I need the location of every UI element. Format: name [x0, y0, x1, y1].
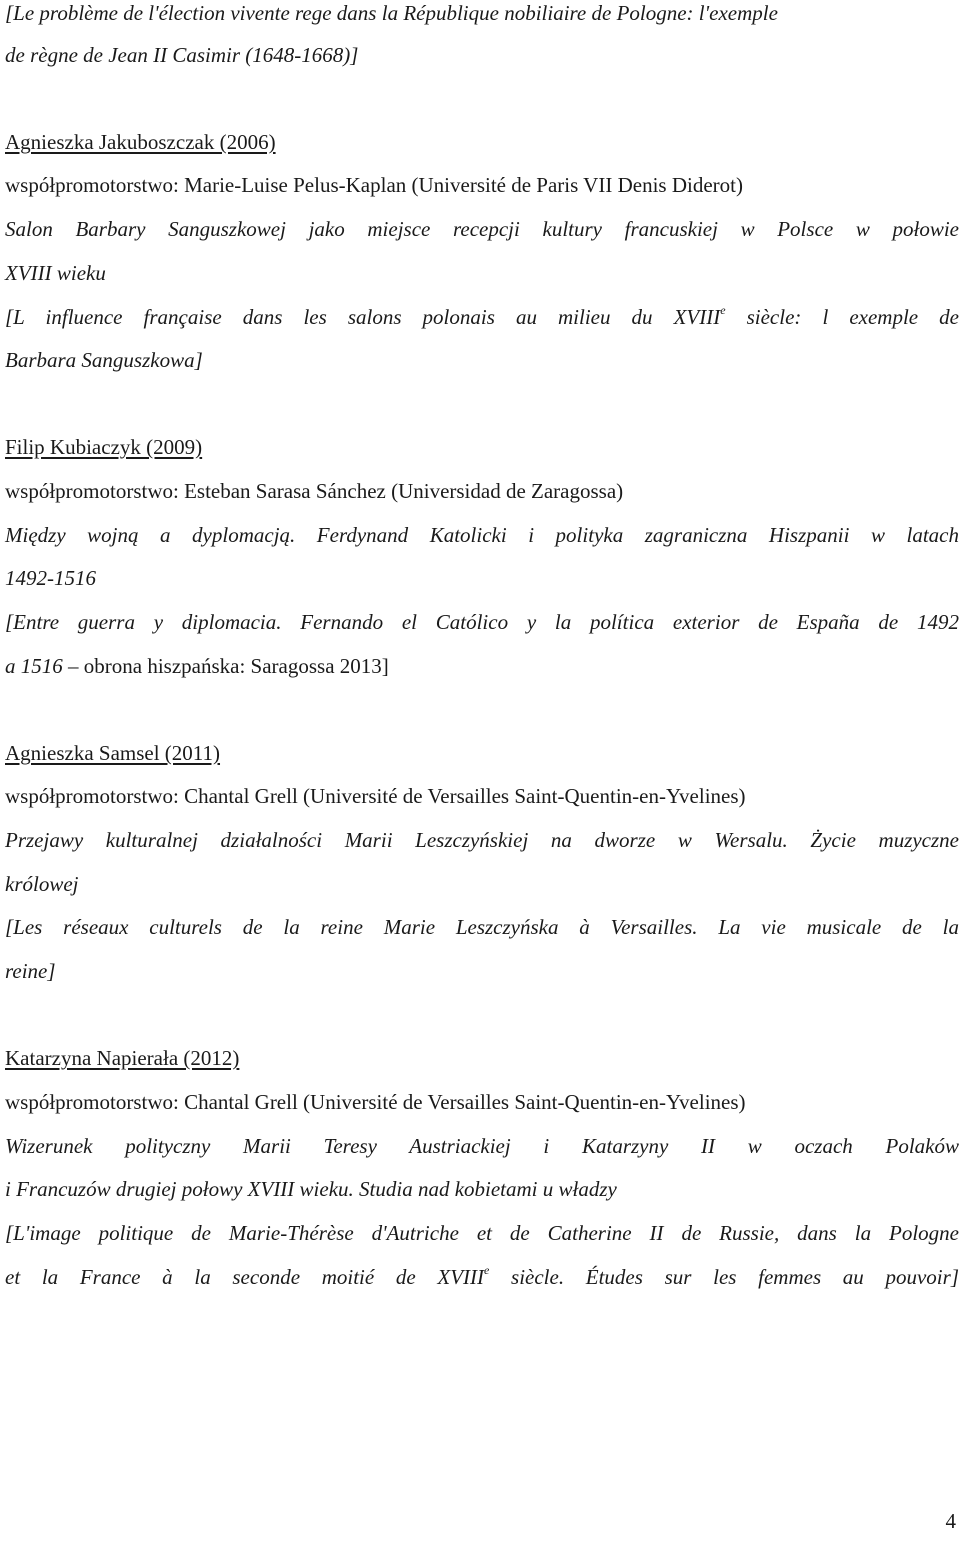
page-number: 4	[945, 1509, 956, 1533]
entry-1-title-fr-line-1	[5, 304, 959, 330]
entry-2-title-es-part-b: – obrona hiszpańska: Saragossa 2013]	[62, 654, 389, 678]
entry-4-author: Katarzyna Napierała (2012)	[5, 1046, 240, 1070]
entry-2-copromoter: współpromotorstwo: Esteban Sarasa Sánchez (Universidad de Zaragossa)	[5, 479, 624, 503]
entry-3-title-pl-line-2: królowej	[5, 872, 79, 896]
entry-4-copromoter: współpromotorstwo: Chantal Grell (Université de Versailles Saint-Quentin-en-Yvelines)	[5, 1090, 746, 1114]
entry-1-title-fr-part-b: siècle: l exemple de	[725, 305, 959, 329]
entry-3-title-pl-line-1: Przejawy kulturalnej działalności Marii Leszczyńskiej na dworze w Wersalu. Życie muzyczne	[5, 828, 959, 852]
entry-4-title-pl-line-1: Wizerunek polityczny Marii Teresy Austriackiej i Katarzyny II w oczach Polaków	[5, 1134, 959, 1158]
header-title-line-2: de règne de Jean II Casimir (1648-1668)]	[5, 43, 359, 67]
entry-1-title-fr-superscript: e	[720, 303, 726, 317]
entry-1-title-pl-line-1: Salon Barbary Sanguszkowej jako miejsce recepcji kultury francuskiej w Polsce w połowie	[5, 217, 959, 241]
entry-2-title-es-line-1: [Entre guerra y diplomacia. Fernando el Católico y la política exterior de España de 1492	[5, 610, 959, 634]
header-title-line-1: [Le problème de l'élection vivente rege dans la République nobiliaire de Pologne: l'exemple	[5, 1, 778, 25]
entry-4-title-fr-line-1: [L'image politique de Marie-Thérèse d'Autriche et de Catherine II de Russie, dans la Pologne	[5, 1221, 959, 1245]
entry-4-title-fr-line-2	[5, 1264, 959, 1290]
entry-2-title-es-part-a: a 1516	[5, 654, 63, 678]
entry-2-title-es-line-2	[5, 653, 389, 679]
entry-1-copromoter: współpromotorstwo: Marie-Luise Pelus-Kaplan (Université de Paris VII Denis Diderot)	[5, 173, 743, 197]
entry-2-title-pl-line-2: 1492-1516	[5, 566, 96, 590]
entry-1-title-fr-part-a: [L influence française dans les salons polonais au milieu du XVIII	[5, 305, 721, 329]
entry-2-author: Filip Kubiaczyk (2009)	[5, 435, 203, 459]
entry-3-title-fr-line-1: [Les réseaux culturels de la reine Marie Leszczyńska à Versailles. La vie musicale de la	[5, 915, 959, 939]
entry-4-title-fr-part-b: siècle. Études sur les femmes au pouvoir]	[489, 1265, 959, 1289]
entry-4-title-fr-superscript: e	[484, 1263, 490, 1277]
entry-1-author: Agnieszka Jakuboszczak (2006)	[5, 130, 276, 154]
entry-1-title-pl-line-2: XVIII wieku	[5, 261, 106, 285]
entry-4-title-pl-line-2: i Francuzów drugiej połowy XVIII wieku. Studia nad kobietami u władzy	[5, 1177, 617, 1201]
entry-3-author: Agnieszka Samsel (2011)	[5, 741, 221, 765]
entry-1-title-fr-line-2: Barbara Sanguszkowa]	[5, 348, 203, 372]
entry-3-copromoter: współpromotorstwo: Chantal Grell (Université de Versailles Saint-Quentin-en-Yvelines)	[5, 784, 746, 808]
entry-2-title-pl-line-1: Między wojną a dyplomacją. Ferdynand Katolicki i polityka zagraniczna Hiszpanii w latach	[5, 523, 959, 547]
entry-3-title-fr-line-2: reine]	[5, 959, 56, 983]
entry-4-title-fr-part-a: et la France à la seconde moitié de XVIII	[5, 1265, 485, 1289]
